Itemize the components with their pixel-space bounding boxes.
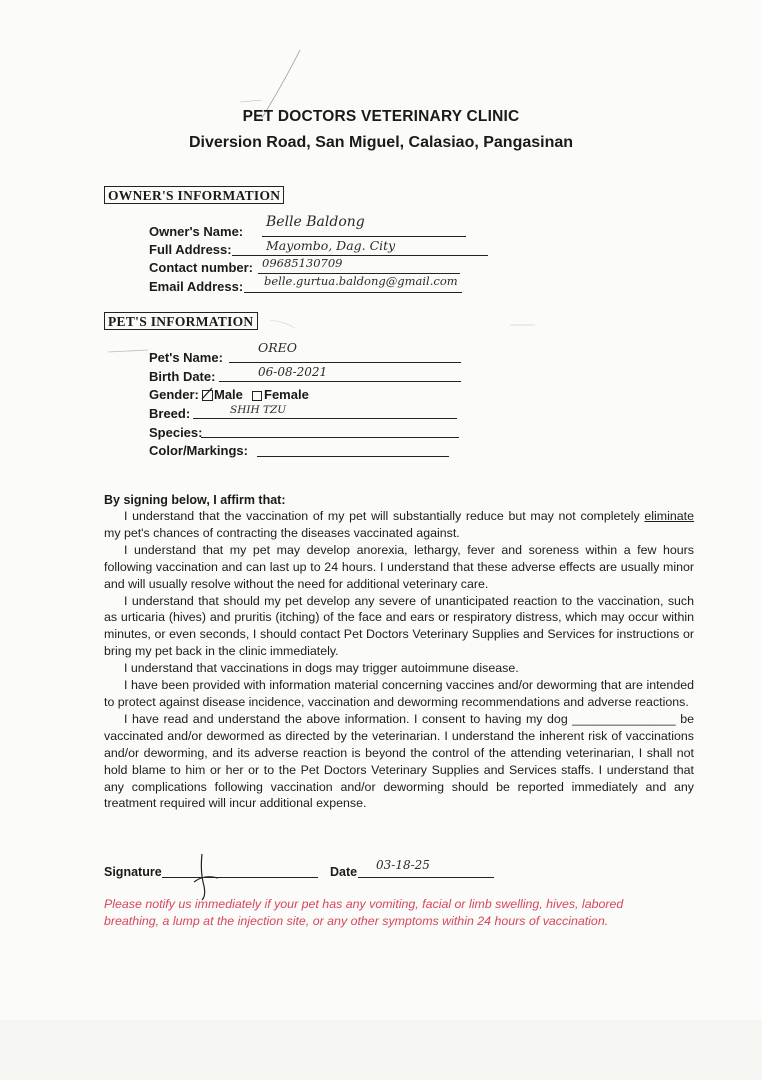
signature-line[interactable] [162, 877, 318, 878]
pet-name-line [229, 362, 461, 363]
email-line [244, 292, 462, 293]
birth-date-value[interactable]: 06-08-2021 [258, 365, 328, 379]
vaccination-notice: Please notify us immediately if your pet has any vomiting, facial or limb swelling, hives, labored breathing, a lump at the injection site, or any other symptoms within 24 hours of vaccination. [104, 897, 624, 928]
date-value[interactable]: 03-18-25 [376, 858, 430, 872]
affirmation-heading: By signing below, I affirm that: [104, 493, 286, 507]
check-icon [200, 386, 214, 402]
affirmation-p3: I understand that should my pet develop any severe of unanticipated reaction to the vaccination, such as urticaria (hives) and pruritis (itching) of the face and ears or respiratory distress, which may occur within minutes, or even seconds, I should contact Pet Doctors Veterinary Supplies and Services for instructions or bring my pet back in the clinic immediately. [104, 593, 694, 659]
p1-text-b: my pet's chances of contracting the diseases vaccinated against. [104, 525, 460, 540]
color-markings-label: Color/Markings: [149, 443, 248, 458]
affirmation-p2: I understand that my pet may develop anorexia, lethargy, fever and soreness within a few hours following vaccination and can last up to 24 hours. I understand that these adverse effects are usually minor and will usually resolve without the need for additional veterinary care. [104, 542, 694, 591]
owner-section-heading: OWNER'S INFORMATION [104, 186, 284, 204]
breed-label: Breed: [149, 406, 191, 421]
signature-label: Signature [104, 865, 162, 879]
address-value[interactable]: Mayombo, Dag. City [266, 238, 396, 253]
gender-male-label: Male [214, 387, 243, 402]
signature-mark [188, 852, 228, 902]
owner-name-line [262, 236, 466, 237]
pet-name-value[interactable]: OREO [258, 340, 298, 355]
color-markings-line [257, 456, 449, 457]
p1-text-a: I understand that the vaccination of my pet will substantially reduce but may not completely [124, 509, 640, 523]
email-value[interactable]: belle.gurtua.baldong@gmail.com [264, 274, 458, 288]
date-line [358, 877, 494, 878]
breed-line [193, 418, 457, 419]
gender-label: Gender: [149, 387, 199, 402]
affirmation-p4: I understand that vaccinations in dogs may trigger autoimmune disease. [124, 661, 519, 676]
date-label: Date [330, 865, 358, 879]
clinic-name: PET DOCTORS VETERINARY CLINIC [242, 108, 520, 125]
contact-label: Contact number: [149, 260, 253, 275]
owner-name-label: Owner's Name: [149, 224, 244, 239]
owner-name-value[interactable]: Belle Baldong [266, 214, 365, 230]
breed-value[interactable]: SHIH TZU [230, 404, 287, 416]
pet-section-heading: PET'S INFORMATION [104, 312, 258, 330]
email-label: Email Address: [149, 279, 244, 294]
affirmation-p5: I have been provided with information material concerning vaccines and/or deworming that are intended to protect against disease incidence, vaccination and deworming recommendations and adverse reactions. [104, 678, 694, 709]
birth-date-line [219, 381, 461, 382]
gender-female-label: Female [264, 387, 309, 402]
affirmation-p1 [104, 508, 694, 542]
affirmation-body [104, 508, 694, 812]
species-line [201, 437, 459, 438]
birth-date-label: Birth Date: [149, 369, 216, 384]
address-label: Full Address: [149, 242, 232, 257]
clinic-address: Diversion Road, San Miguel, Calasiao, Pangasinan [188, 134, 574, 151]
pet-name-label: Pet's Name: [149, 350, 223, 365]
gender-female-checkbox[interactable] [252, 391, 262, 401]
species-label: Species: [149, 425, 203, 440]
contact-value[interactable]: 09685130709 [262, 256, 343, 270]
affirmation-p6: I have read and understand the above information. I consent to having my dog _______________ be vaccinated and/or dewormed as directed by the veterinarian. I understand the inherent risk of vaccinations and/or deworming, and its adverse reaction is beyond the control of the attending veterinarian, I shall not hold blame to him or her or to the Pet Doctors Veterinary Supplies and Services staffs. I understand that any complications following vaccination and/or deworming should be reported immediately and any treatment required will incur additional expense. [104, 711, 694, 811]
p1-underlined: eliminate [644, 509, 694, 523]
